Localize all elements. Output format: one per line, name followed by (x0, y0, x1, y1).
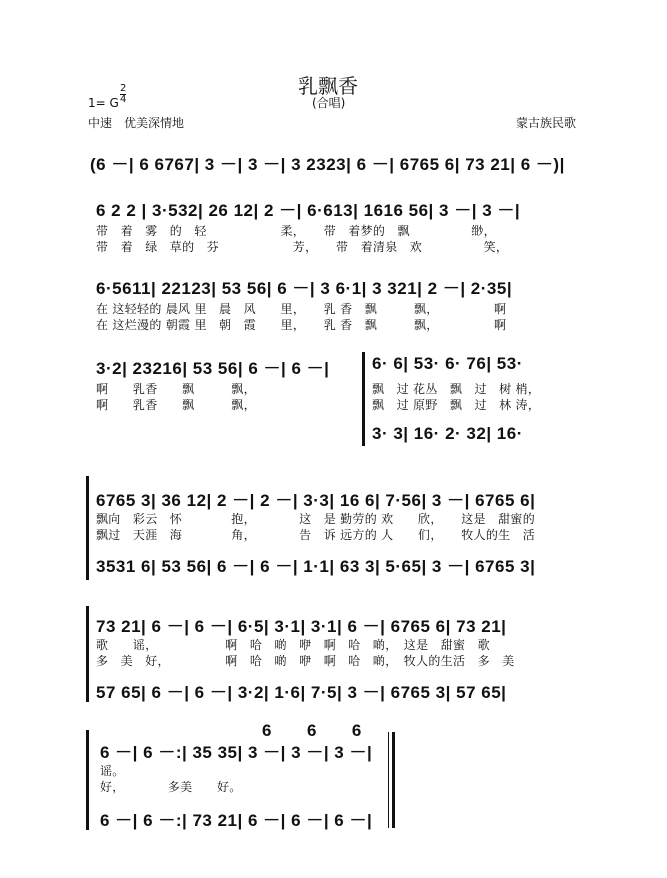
row5-upper-notes: 6765 3| 36 12| 2 －| 2 －| 3·3| 16 6| 7·56| 3 －| 6765 6| (96, 491, 536, 510)
song-title: 乳飘香 (298, 74, 358, 98)
row6-upper-lyrics-verse2: 多 美 好， 啊 哈 啲 咿 啊 哈 啲， 牧人的生活 多 美 (96, 654, 515, 668)
row6-upper-lyrics-verse1: 歌 谣， 啊 哈 啲 咿 啊 哈 啲， 这是 甜蜜 歌 (96, 638, 490, 652)
key-signature: 1= G (88, 96, 119, 110)
row2-lyrics-verse2: 带 着 绿 草的 芬 芳， 带 着清泉 欢 笑， (96, 240, 509, 254)
song-subtitle: (合唱) (312, 96, 346, 110)
final-barline-thin (388, 732, 389, 828)
tempo-marking: 中速 优美深情地 (88, 116, 185, 130)
row7-lower-notes: 6 －| 6 －:| 73 21| 6 －| 6 －| 6 －| (100, 811, 373, 830)
row6-system-bracket (86, 606, 89, 702)
time-signature-bottom: 4 (120, 94, 127, 105)
row7-upper-lyrics-verse1: 谣。 (100, 764, 125, 778)
row4-upper-lyrics-verse2: 飘 过 原野 飘 过 林 涛， (372, 398, 541, 412)
row4-notes: 3·2| 23216| 53 56| 6 －| 6 －| (96, 359, 330, 378)
row6-upper-notes: 73 21| 6 －| 6 －| 6·5| 3·1| 3·1| 6 －| 6765 6| 73 21| (96, 617, 507, 636)
row4-upper-notes: 6· 6| 53· 6· 76| 53· (372, 354, 523, 373)
row3-lyrics-verse1: 在 这轻轻的 晨风 里 晨 风 里， 乳 香 飘 飘， 啊 (96, 302, 507, 316)
row2-notes: 6 2 2 | 3·532| 26 12| 2 －| 6·613| 1616 56| 3 －| 3 －| (96, 201, 521, 220)
row4-upper-lyrics-verse1: 飘 过 花丛 飘 过 树 梢， (372, 382, 541, 396)
row5-lower-notes: 3531 6| 53 56| 6 －| 6 －| 1·1| 63 3| 5·65| 3 －| 6765 3| (96, 557, 536, 576)
row5-system-bracket (86, 476, 89, 580)
row5-upper-lyrics-verse1: 飘向 彩云 怀 抱， 这 是 勤劳的 欢 欣， 这是 甜蜜的 (96, 512, 536, 526)
row2-lyrics-verse1: 带 着 雾 的 轻 柔， 带 着梦的 飘 缈， (96, 224, 496, 238)
final-barline-thick (392, 732, 395, 828)
source-label: 蒙古族民歌 (516, 116, 577, 130)
row5-upper-lyrics-verse2: 飘过 天涯 海 角， 告 诉 远方的 人 们， 牧人的生 活 (96, 528, 536, 542)
time-signature (120, 84, 126, 105)
row1-notes: (6 －| 6 6767| 3 －| 3 －| 3 2323| 6 －| 6765 6| 73 21| 6 －)| (90, 155, 565, 174)
row7-upper-notes: 6 －| 6 －:| 35 35| 3 －| 3 －| 3 －| (100, 743, 373, 762)
row7-upper-lyrics-verse2: 好， 多美 好。 (100, 780, 242, 794)
row3-notes: 6·5611| 22123| 53 56| 6 －| 3 6·1| 3 321| 2 －| 2·35| (96, 279, 513, 298)
row4-system-bracket (362, 352, 365, 446)
row4-lyrics-verse1: 啊 乳香 飘 飘， (96, 382, 256, 396)
row3-lyrics-verse2: 在 这烂漫的 朝霞 里 朝 霞 里， 乳 香 飘 飘， 啊 (96, 318, 507, 332)
row4-lower-notes: 3· 3| 16· 2· 32| 16· (372, 424, 523, 443)
time-signature-top: 2 (120, 83, 127, 94)
row4-lyrics-verse2: 啊 乳香 飘 飘， (96, 398, 256, 412)
row6-lower-notes: 57 65| 6 －| 6 －| 3·2| 1·6| 7·5| 3 －| 6765 3| 57 65| (96, 683, 507, 702)
row7-top-notes: 6 6 6 (262, 721, 362, 740)
row7-system-bracket (86, 730, 89, 830)
